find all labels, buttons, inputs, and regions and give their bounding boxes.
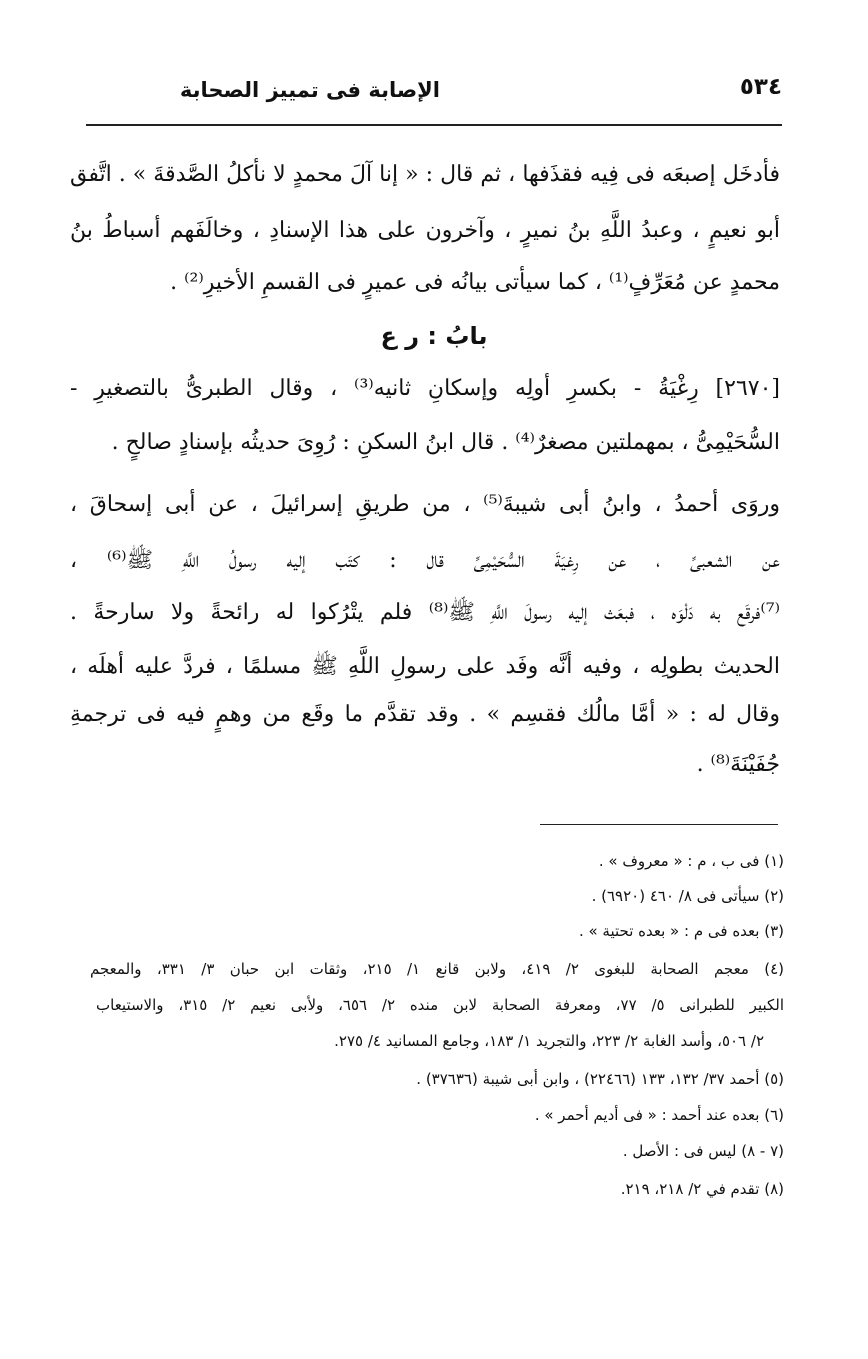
footnote-5: (٥) أحمد ٣٧/ ١٣٢، ١٣٣ (٢٢٤٦٦) ، وابن أبى شيبة (٣٧٦٣٦) . xyxy=(416,1070,784,1088)
footnote-8: (٨) تقدم في ٢/ ٢١٨، ٢١٩. xyxy=(620,1180,784,1198)
section-heading: بابُ : ر ع xyxy=(380,322,488,350)
body-line-3: محمدٍ عن مُعَرِّفٍ⁽¹⁾ ، كما سيأتى بيانُه فى عميرٍ فى القسمِ الأخيرِ⁽²⁾ . xyxy=(170,270,780,295)
footnote-4-line-1: (٤) معجم الصحابة للبغوى ٢/ ٤١٩، ولابن قانع ١/ ٢١٥، وثقات ابن حبان ٣/ ٣٣١، والمعجم xyxy=(90,960,784,978)
entry-line-2: السُّحَيْمِىُّ ، بمهملتين مصغرٌ⁽⁴⁾ . قال ابنُ السكنِ : رُوِىَ حديثُه بإسنادٍ صالحٍ . xyxy=(111,430,780,455)
footnote-separator xyxy=(540,824,778,825)
footnote-4-line-3: ٢/ ٥٠٦، وأسد الغابة ٢/ ٢٢٣، والتجريد ١/ ١٨٣، وجامع المسانيد ٤/ ٢٧٥. xyxy=(334,1032,764,1050)
footnote-3: (٣) بعده فى م : « بعده تحتية » . xyxy=(578,922,784,940)
entry-line-8: جُفَيْنَةَ⁽⁸⁾ . xyxy=(696,752,780,777)
entry-line-7: وقال له : « أمَّا مالُك فقسِم » . وقد تقدَّم ما وقَع من وهمٍ فيه فى ترجمةِ xyxy=(70,702,780,727)
entry-line-1: [٢٦٧٠] رِغْيَةُ - بكسرِ أولِه وإسكانِ ثانيه⁽³⁾ ، وقال الطبرىُّ بالتصغيرِ - xyxy=(70,376,781,401)
entry-line-5: ⁽⁷⁾فرقَع به دَلْوَه ، فبعَث إليه رسولَ اللَّهِ ﷺ⁽⁸⁾ فلم يتْرُكوا له رائحةً ولا سارحةً . xyxy=(70,600,780,625)
footnote-1: (١) فى ب ، م : « معروف » . xyxy=(598,852,784,870)
footnote-7: (٧ - ٨) ليس فى : الأصل . xyxy=(622,1142,784,1160)
footnote-6: (٦) بعده عند أحمد : « فى أديم أحمر » . xyxy=(534,1106,784,1124)
entry-line-3: وروَى أحمدُ ، وابنُ أبى شيبةَ⁽⁵⁾ ، من طريقِ إسرائيلَ ، عن أبى إسحاقَ ، xyxy=(70,492,780,517)
entry-line-4: عن الشعبىِّ ، عن رِغيَةَ السُّحَيْمِىِّ قال : كتَب إليه رسولُ اللَّهِ ﷺ⁽⁶⁾ ، xyxy=(70,548,780,573)
header-rule xyxy=(86,124,782,126)
body-line-1: فأدخَل إصبعَه فى فِيه فقذَفها ، ثم قال : « إنا آلَ محمدٍ لا نأكلُ الصَّدقةَ » . اتَّفق xyxy=(70,162,780,187)
running-title: الإصابة فى تمييز الصحابة xyxy=(179,78,440,102)
body-line-2: أبو نعيمٍ ، وعبدُ اللَّهِ بنُ نميرٍ ، وآخرون على هذا الإسنادِ ، وخالَفَهم أسباطُ بنُ xyxy=(70,218,780,243)
footnote-4-line-2: الكبير للطبرانى ٥/ ٧٧، ومعرفة الصحابة لابن منده ٢/ ٦٥٦، ولأبى نعيم ٢/ ٣١٥، والاستيعاب xyxy=(96,996,785,1014)
running-header xyxy=(86,74,782,114)
footnote-2: (٢) سيأتى فى ٨/ ٤٦٠ (٦٩٢٠) . xyxy=(591,887,784,905)
entry-line-6: الحديث بطولِه ، وفيه أنَّه وفَد على رسولِ اللَّهِ ﷺ مسلمًا ، فردَّ عليه أهلَه ، xyxy=(70,654,780,679)
page-number: ٥٣٤ xyxy=(739,74,782,100)
